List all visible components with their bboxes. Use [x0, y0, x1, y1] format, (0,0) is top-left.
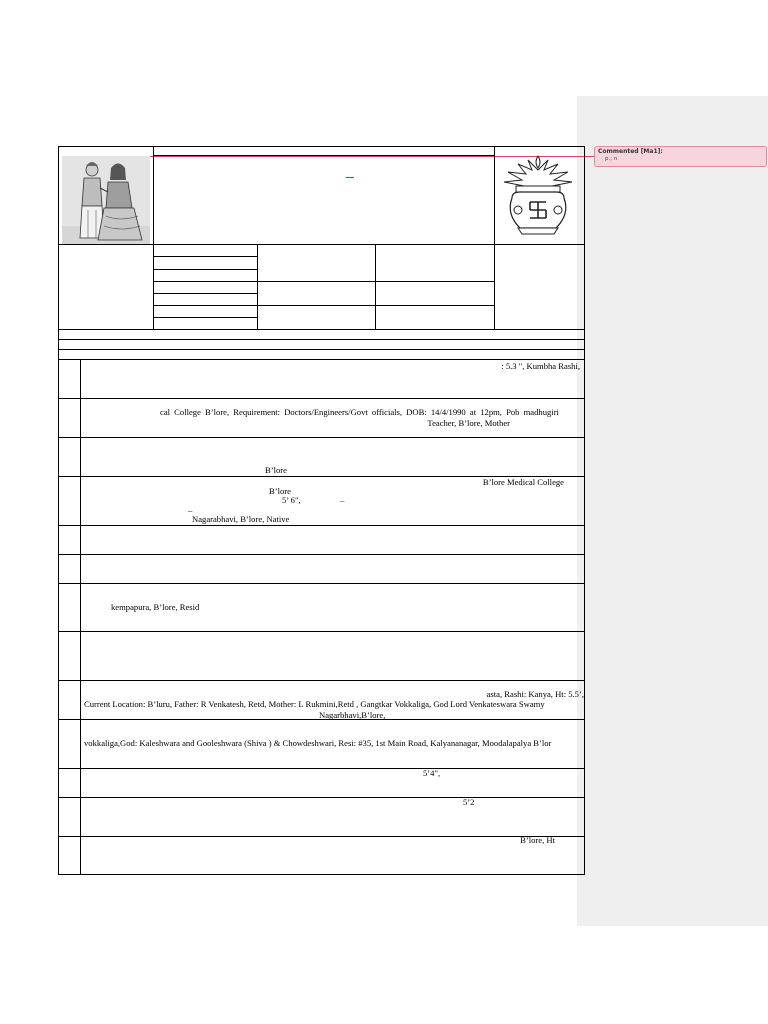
info-rule-2	[153, 269, 257, 270]
info-col-1	[257, 244, 258, 330]
kalash-illustration	[498, 152, 578, 240]
entry-10-line-1: B’lore, Ht	[520, 835, 555, 845]
biodata-table	[58, 146, 585, 875]
entry-8-line-1: 5’4",	[423, 768, 441, 778]
comment-balloon[interactable]	[594, 146, 767, 167]
entry-4-line-4: Nagarabhavi, B’lore, Native	[192, 514, 290, 524]
entry-4-dash-1: –	[340, 495, 345, 505]
row-rule-6	[58, 583, 585, 584]
row-rule-1	[58, 398, 585, 399]
entry-9-line-1: 5’2	[463, 797, 475, 807]
entry-7-line-1: vokkaliga,God: Kaleshwara and Gooleshwara (Shiva ) & Chowdeshwari, Resi: #35, 1st Main Road, Kalyananagar, Moodalapalya B’lor	[84, 738, 552, 748]
couple-illustration	[62, 156, 150, 244]
section-rule-1	[58, 329, 585, 330]
row-rule-7	[58, 631, 585, 632]
comments-pane	[577, 96, 768, 926]
entry-4-line-3: 5’ 6",	[282, 495, 301, 505]
entry-6-line-1: asta, Rashi: Kanya, Ht: 5.5’,	[486, 689, 584, 699]
row-rule-12	[58, 836, 585, 837]
section-rule-4	[58, 359, 585, 360]
entry-4-line-2: B’lore	[269, 486, 291, 496]
row-rule-11	[58, 797, 585, 798]
comment-body: p.; n	[605, 156, 618, 162]
entry-1-line-1: : 5.3 ", Kumbha Rashi,	[501, 361, 580, 371]
row-rule-5	[58, 554, 585, 555]
section-rule-2	[58, 339, 585, 340]
entry-4-dash-2: –	[188, 505, 193, 515]
row-rule-10	[58, 768, 585, 769]
entry-5-line-1: kempapura, B’lore, Resid	[111, 602, 200, 612]
header-divider-left	[153, 146, 154, 330]
header-link[interactable]	[346, 177, 354, 178]
row-rule-4	[58, 525, 585, 526]
info-rule-1	[153, 256, 257, 257]
info-rule-3	[153, 281, 494, 282]
info-col-2	[375, 244, 376, 330]
info-rule-6	[153, 317, 257, 318]
row-rule-8	[58, 680, 585, 681]
section-rule-3	[58, 349, 585, 350]
header-divider-right	[494, 146, 495, 330]
entry-6-line-2: Current Location: B’luru, Father: R Venkatesh, Retd, Mother: L Rukmini,Retd , Gangtkar Vokkaliga, God Lord Venkateswara Swamy	[84, 699, 545, 709]
info-rule-5	[153, 305, 494, 306]
entry-2-line-1: cal College B’lore, Requirement: Doctors/Engineers/Govt officials, DOB: 14/4/1990 at 12pm, Pob madhugiri	[160, 407, 559, 417]
header-top-rule	[153, 155, 494, 156]
info-rule-4	[153, 293, 257, 294]
comment-title: Commented [Ma1]:	[598, 148, 663, 155]
entry-3-line-1: B’lore	[265, 465, 287, 475]
entry-6-line-3: Nagarbhavi,B’lore,	[319, 710, 386, 720]
entry-4-line-1: B’lore Medical College	[482, 477, 564, 487]
row-rule-2	[58, 437, 585, 438]
header-bottom-rule	[58, 244, 585, 245]
entry-2-line-2: Teacher, B’lore, Mother	[427, 418, 510, 428]
